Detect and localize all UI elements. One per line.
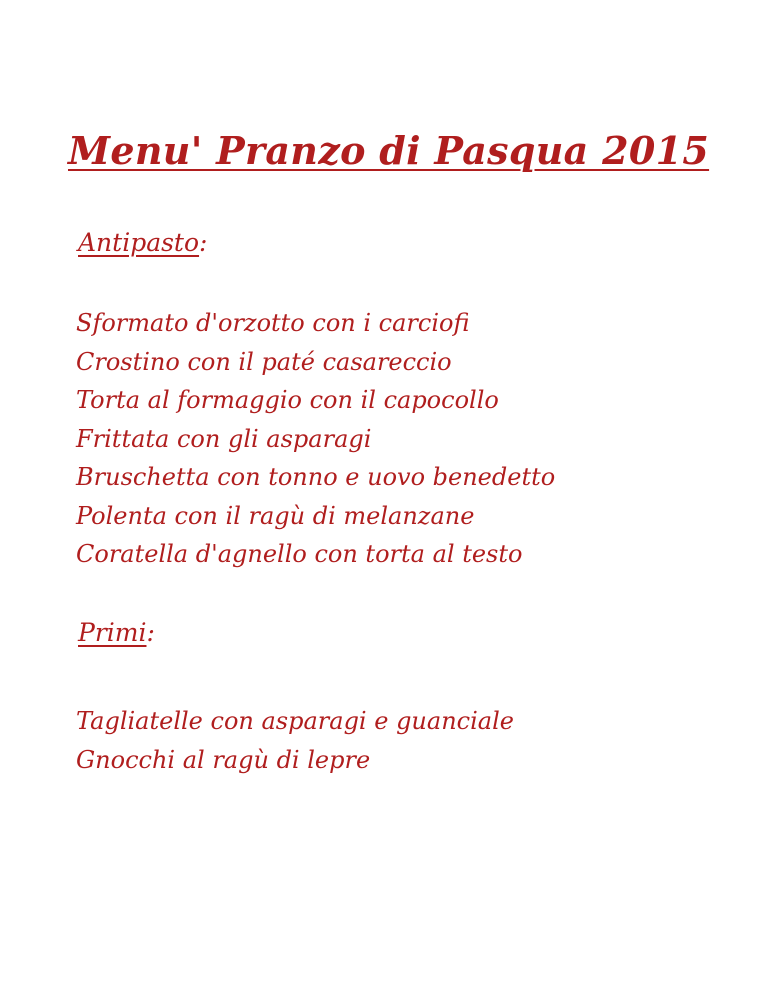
section-label-primi: Primi bbox=[78, 618, 147, 647]
dish-item: Gnocchi al ragù di lepre bbox=[76, 745, 371, 774]
dish-item: Tagliatelle con asparagi e guanciale bbox=[76, 707, 514, 735]
section-label-antipasto: Antipasto bbox=[78, 228, 200, 257]
dish-item: Frittata con gli asparagi bbox=[76, 424, 372, 453]
section-suffix-antipasto: : bbox=[199, 228, 208, 257]
section-suffix-primi: : bbox=[146, 618, 155, 647]
dish-item: Sformato d'orzotto con i carciofi bbox=[76, 309, 470, 337]
section-heading-antipasto bbox=[78, 228, 207, 257]
dish-item: Torta al formaggio con il capocollo bbox=[76, 386, 499, 414]
section-heading-primi bbox=[78, 618, 155, 647]
primi-list bbox=[76, 702, 514, 779]
dish-item: Coratella d'agnello con torta al testo bbox=[76, 540, 523, 568]
dish-item: Crostino con il paté casareccio bbox=[76, 347, 452, 376]
antipasto-list bbox=[76, 304, 555, 574]
dish-item: Polenta con il ragù di melanzane bbox=[76, 501, 475, 530]
menu-title: Menu' Pranzo di Pasqua 2015 bbox=[68, 128, 710, 173]
dish-item: Bruschetta con tonno e uovo benedetto bbox=[76, 463, 556, 491]
